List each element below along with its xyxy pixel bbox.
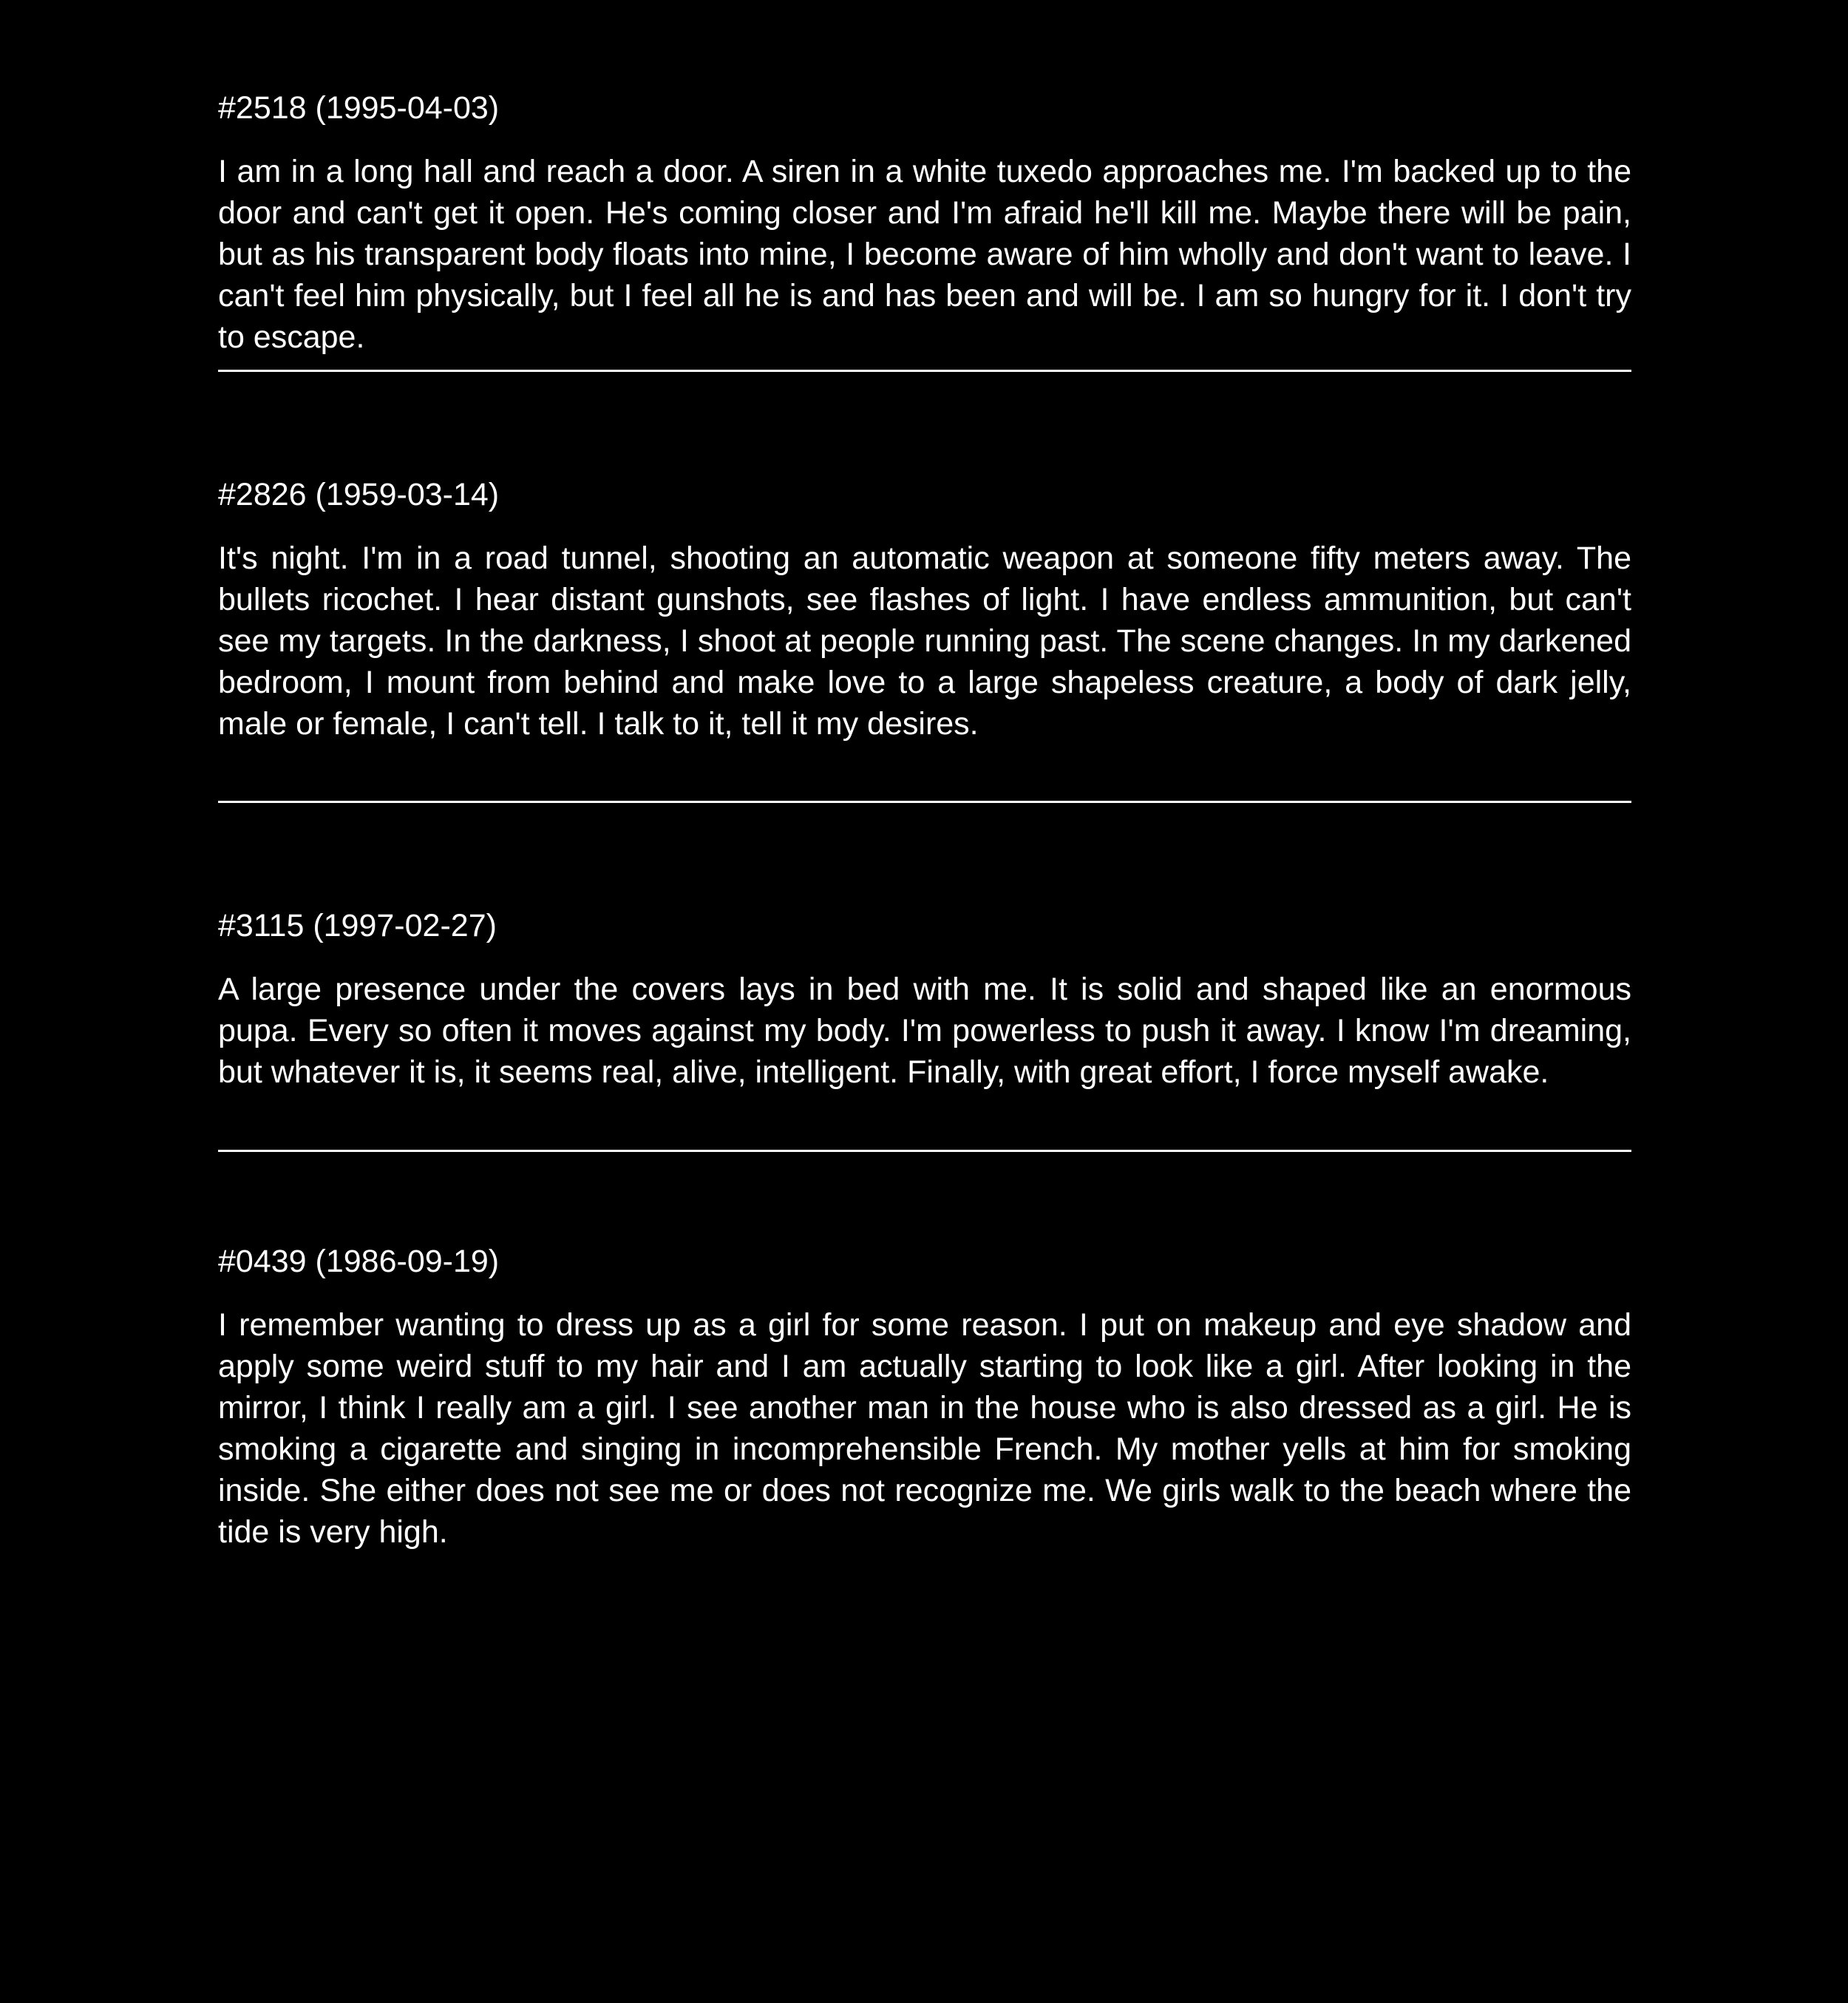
entry-title: #3115 (1997-02-27) [218,908,497,943]
dream-entry [218,372,1631,801]
entry-body: A large presence under the covers lays in bed with me. It is solid and shaped like an enormous pupa. Every so often it moves against my body. I'm powerless to push it away. I know I'm dreaming, but whatever it is, it seems real, alive, intelligent. Finally, with great effort, I force myself awake. [218,972,1631,1090]
dream-entry [218,803,1631,1150]
entry-body: It's night. I'm in a road tunnel, shooting an automatic weapon at someone fifty meters away. The bullets ricochet. I hear distant gunshots, see flashes of light. I have endless ammunition, but can't see my targets. In the darkness, I shoot at people running past. The scene changes. In my darkened bedroom, I mount from behind and make love to a large shapeless creature, a body of dark jelly, male or female, I can't tell. I talk to it, tell it my desires. [218,540,1631,742]
dream-journal-page [218,87,1631,1553]
entry-title: #0439 (1986-09-19) [218,1244,500,1279]
dream-entry [218,1152,1631,1553]
entry-body: I remember wanting to dress up as a girl for some reason. I put on makeup and eye shadow and apply some weird stuff to my hair and I am actually starting to look like a girl. After looking in the mirror, I think I really am a girl. I see another man in the house who is also dressed as a girl. He is smoking a cigarette and singing in incomprehensible French. My mother yells at him for smoking inside. She either does not see me or does not recognize me. We girls walk to the beach where the tide is very high. [218,1307,1631,1550]
entry-title: #2518 (1995-04-03) [218,90,500,126]
entry-title: #2826 (1959-03-14) [218,477,500,512]
entry-body: I am in a long hall and reach a door. A siren in a white tuxedo approaches me. I'm backed up to the door and can't get it open. He's coming closer and I'm afraid he'll kill me. Maybe there will be pain, but as his transparent body floats into mine, I become aware of him wholly and don't want to leave. I can't feel him physically, but I feel all he is and has been and will be. I am so hungry for it. I don't try to escape. [218,154,1631,355]
dream-entry [218,87,1631,370]
